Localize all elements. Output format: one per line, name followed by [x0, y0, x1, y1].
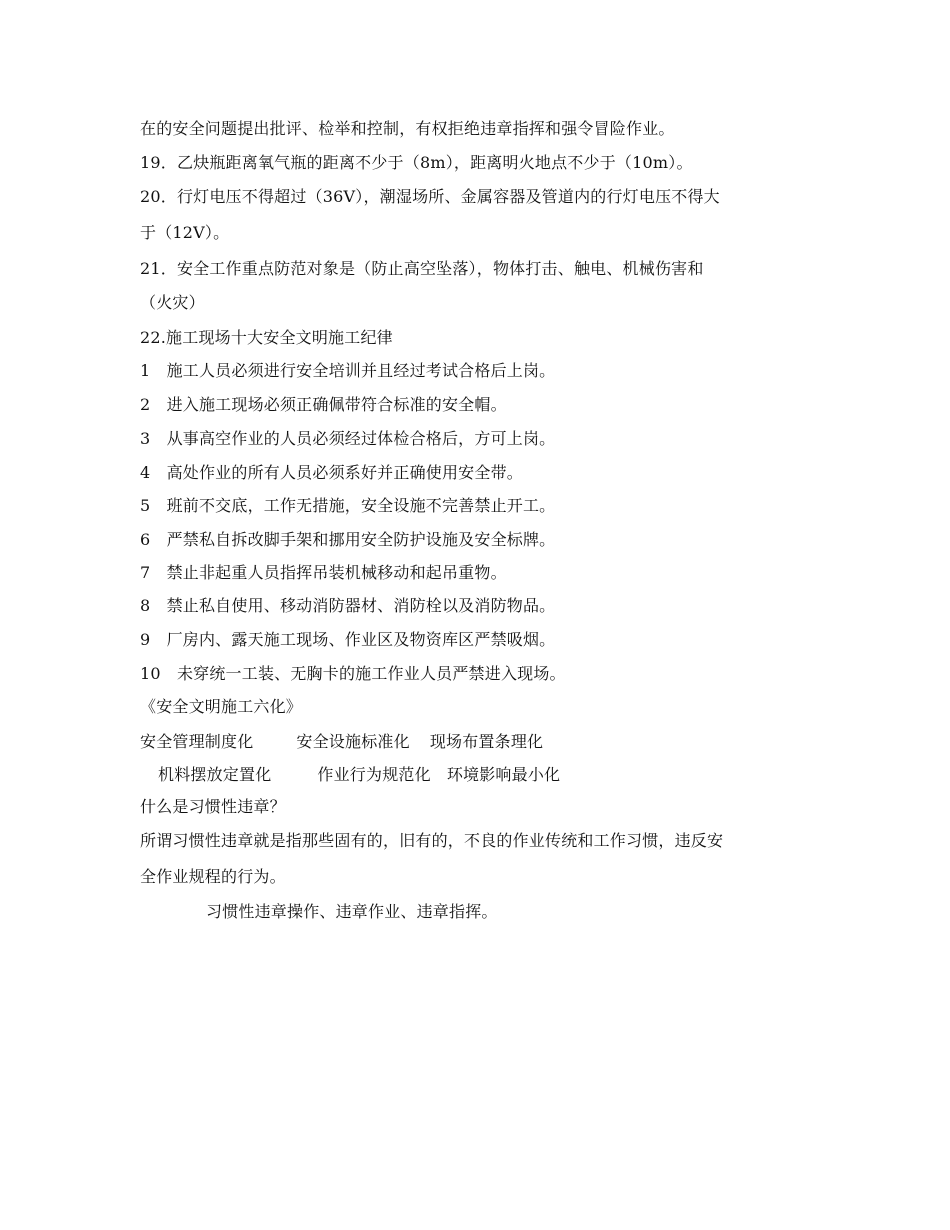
six-item: 作业行为规范化: [317, 765, 431, 784]
answer-line: 所谓习惯性违章就是指那些固有的，旧有的，不良的作业传统和工作习惯，违反安: [140, 831, 724, 850]
text-line: 21．安全工作重点防范对象是（防止高空坠落），物体打击、触电、机械伤害和: [140, 259, 704, 278]
text-line: 19．乙炔瓶距离氧气瓶的距离不少于（8m），距离明火地点不少于（10m）。: [140, 153, 693, 172]
list-item: 8 禁止私自使用、移动消防器材、消防栓以及消防物品。: [140, 596, 556, 615]
text-line: 于（12V）。: [140, 223, 230, 242]
list-item: 5 班前不交底，工作无措施，安全设施不完善禁止开工。: [140, 496, 556, 515]
list-item: 9 厂房内、露天施工现场、作业区及物资库区严禁吸烟。: [140, 630, 556, 649]
summary-line: 习惯性违章操作、违章作业、违章指挥。: [206, 902, 498, 921]
six-item: 安全设施标准化: [296, 732, 410, 751]
question-line: 什么是习惯性违章？: [140, 797, 286, 816]
six-items-row: [140, 731, 543, 753]
list-item: 2 进入施工现场必须正确佩带符合标准的安全帽。: [140, 395, 507, 414]
six-items-row: [158, 764, 560, 786]
section-heading: 22.施工现场十大安全文明施工纪律: [140, 328, 393, 347]
six-item: 安全管理制度化: [140, 732, 254, 751]
list-item: 7 禁止非起重人员指挥吊装机械移动和起吊重物。: [140, 563, 507, 582]
six-item: 现场布置条理化: [429, 732, 544, 751]
list-item: 10 未穿统一工装、无胸卡的施工作业人员严禁进入现场。: [140, 664, 566, 683]
six-items-title: 《安全文明施工六化》: [140, 697, 303, 716]
list-item: 4 高处作业的所有人员必须系好并正确使用安全带。: [140, 463, 523, 482]
six-item: 环境影响最小化: [446, 765, 561, 784]
six-item: 机料摆放定置化: [158, 765, 272, 784]
text-line: 在的安全问题提出批评、检举和控制，有权拒绝违章指挥和强令冒险作业。: [140, 119, 675, 138]
answer-line: 全作业规程的行为。: [140, 867, 286, 886]
text-line: （火灾）: [140, 293, 205, 312]
text-line: 20．行灯电压不得超过（36V），潮湿场所、金属容器及管道内的行灯电压不得大: [140, 187, 720, 206]
list-item: 3 从事高空作业的人员必须经过体检合格后，方可上岗。: [140, 429, 556, 448]
list-item: 1 施工人员必须进行安全培训并且经过考试合格后上岗。: [140, 361, 556, 380]
list-item: 6 严禁私自拆改脚手架和挪用安全防护设施及安全标牌。: [140, 530, 556, 549]
